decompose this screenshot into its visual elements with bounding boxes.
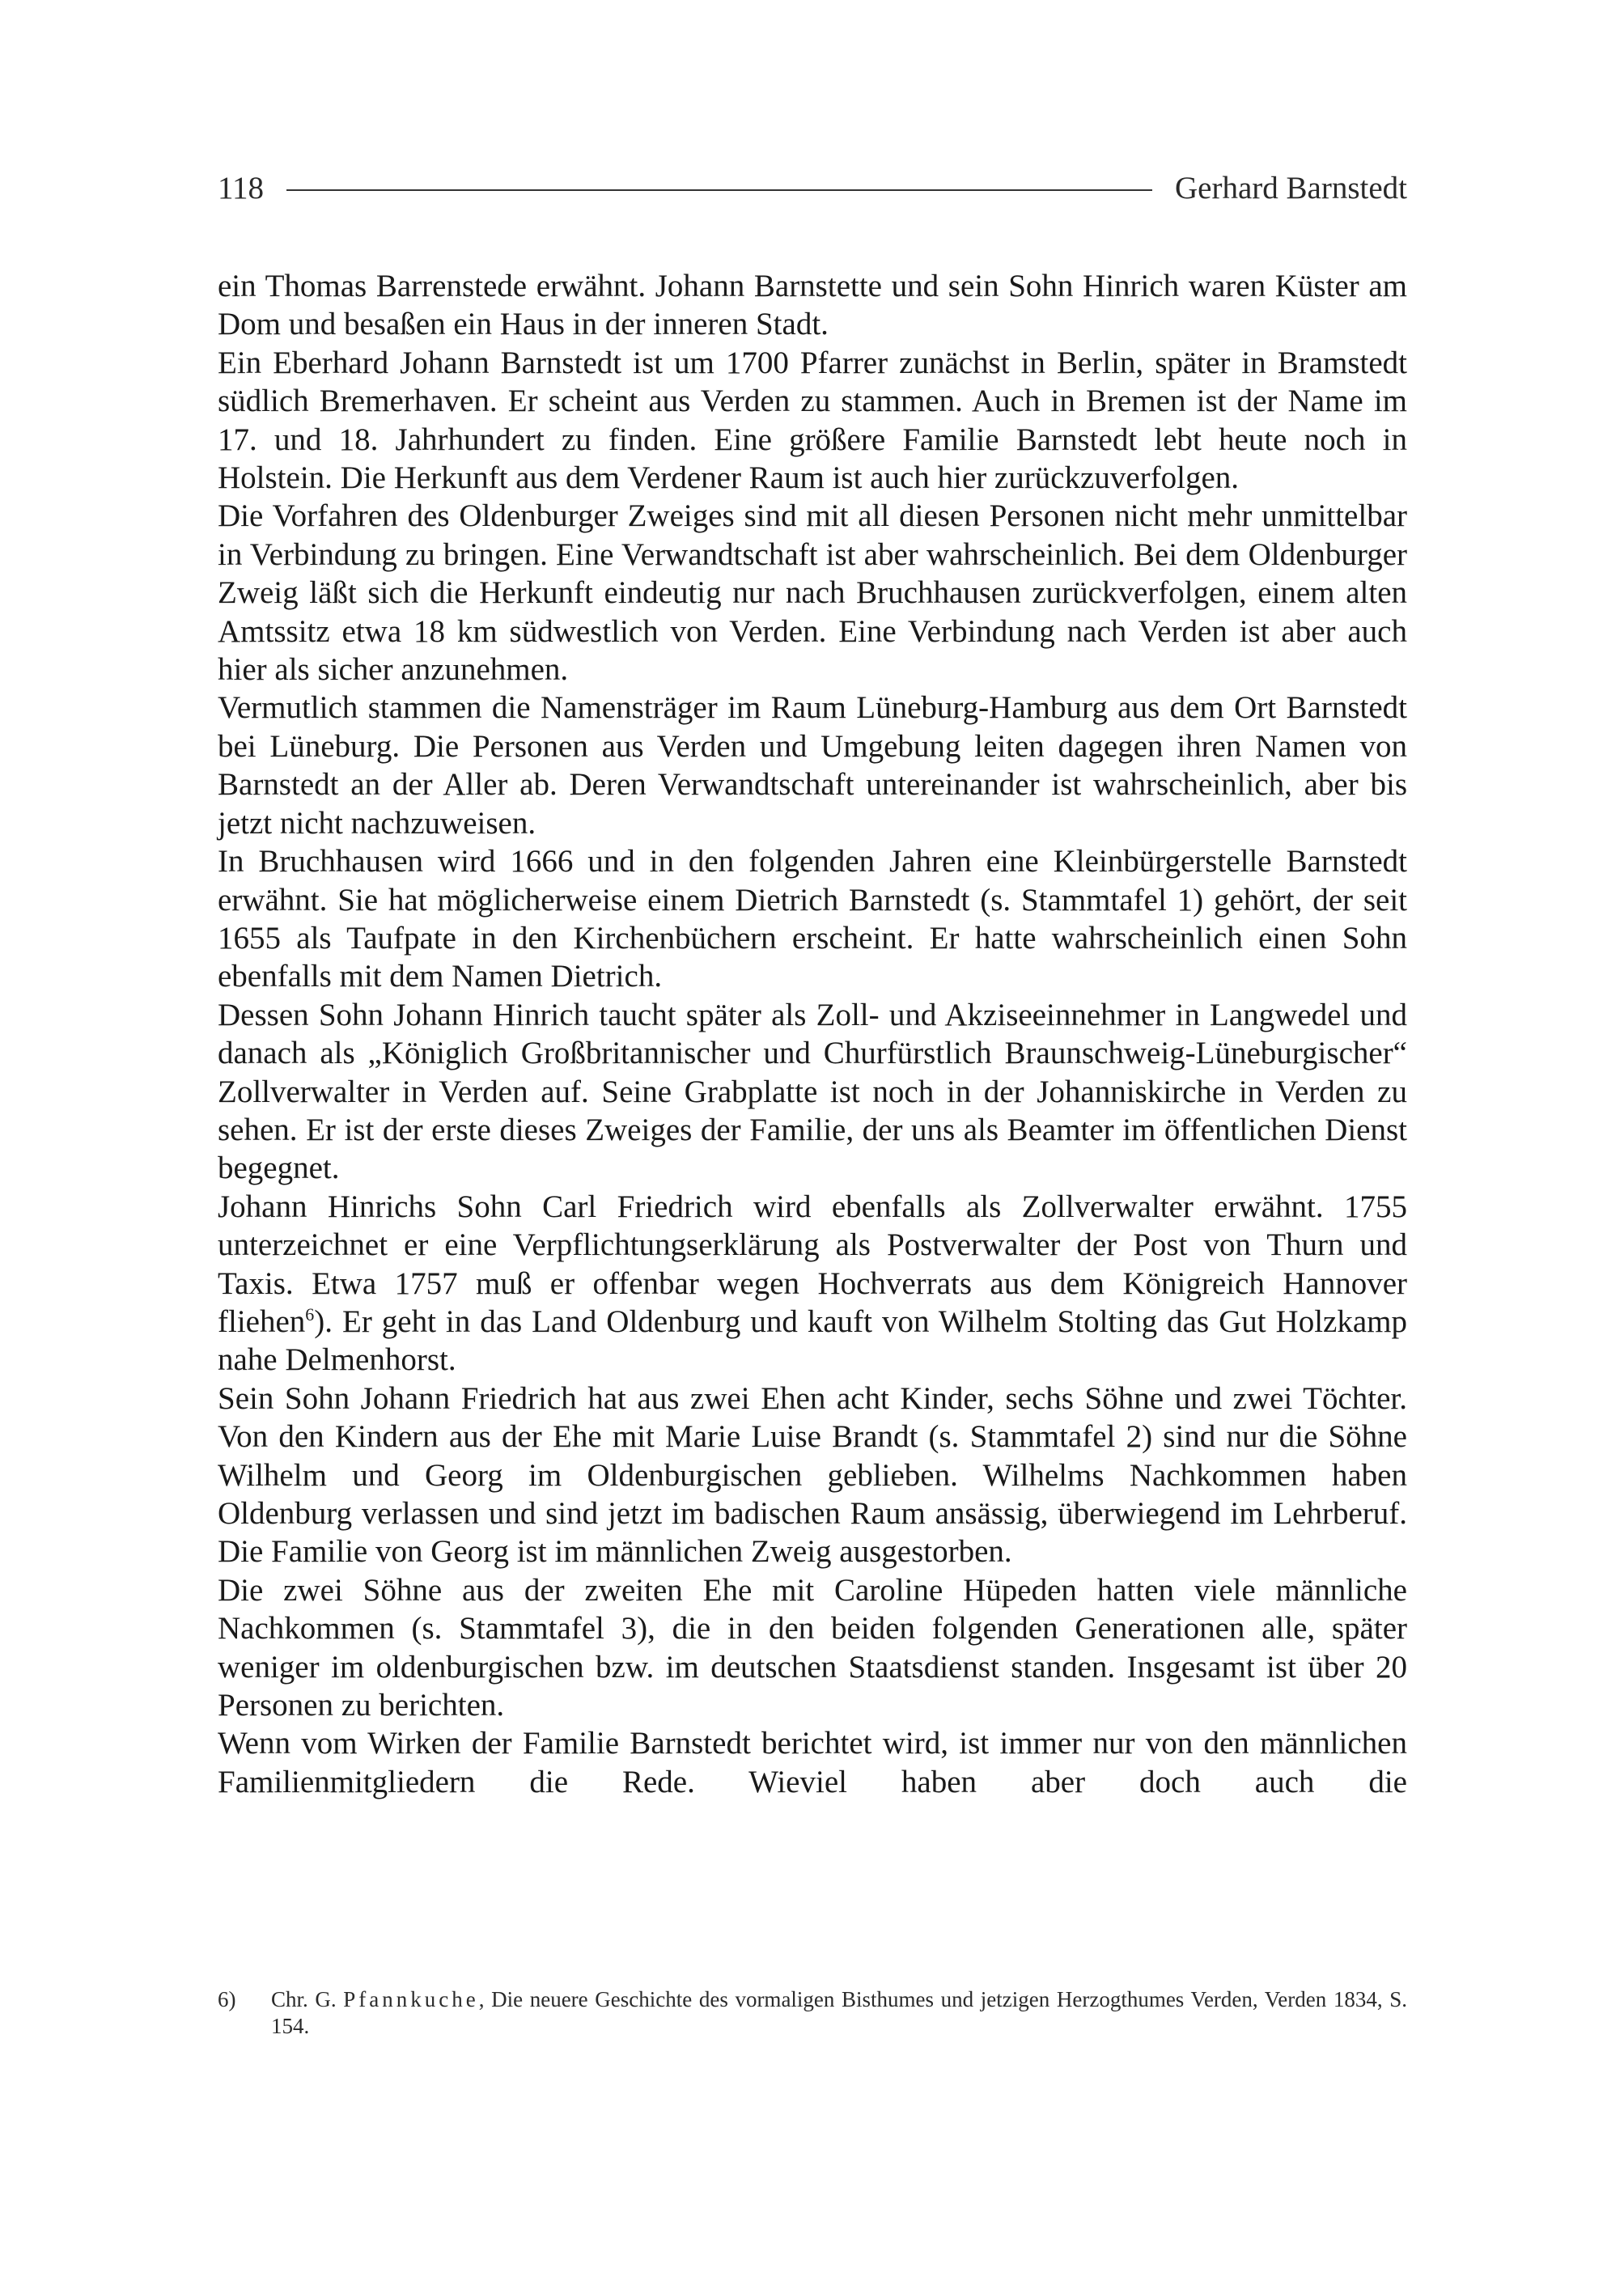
footnote: [218, 1986, 1407, 2040]
body-text: [218, 267, 1407, 1801]
paragraph: Sein Sohn Johann Friedrich hat aus zwei Ehen acht Kinder, sechs Söhne und zwei Töchter. Von den Kindern aus der Ehe mit Marie Luise Brandt (s. Stammtafel 2) sind nur die Söhne Wilhelm und Georg im Oldenburgischen geblieben. Wilhelms Nachkommen haben Oldenburg verlassen und sind jetzt im badischen Raum ansässig, überwiegend im Lehrberuf. Die Familie von Georg ist im männlichen Zweig ausgestorben.: [218, 1380, 1407, 1570]
page-number: 118: [218, 171, 265, 206]
footnote-author-surname: Pfannkuche: [343, 1987, 479, 2011]
footnote-citation: , Die neuere Geschichte des vormaligen Bisthumes und jetzigen Herzogthumes Verden, Verden 1834, S. 154.: [271, 1987, 1408, 2038]
footnotes: [218, 1986, 1407, 2040]
running-header: [218, 166, 1407, 211]
running-title: Gerhard Barnstedt: [1175, 171, 1407, 206]
paragraph: Dessen Sohn Johann Hinrich taucht später als Zoll- und Akziseeinnehmer in Langwedel und danach als „Königlich Großbritannischer und Churfürstlich Braunschweig-Lüneburgischer“ Zollverwalter in Verden auf. Seine Grabplatte ist noch in der Johanniskirche in Verden zu sehen. Er ist der erste dieses Zweiges der Familie, der uns als Beamter im öffentlichen Dienst begegnet.: [218, 997, 1407, 1186]
paragraph-text: Johann Hinrichs Sohn Carl Friedrich wird ebenfalls als Zollverwalter erwähnt. 1755 unterzeichnet er eine Verpflichtungserklärung als Postverwalter der Post von Thurn und Taxis. Etwa 1757 muß er offenbar wegen Hochverrats aus dem Königreich Hannover fliehen: [218, 1189, 1407, 1339]
footnote-author: Chr. G.: [271, 1987, 337, 2011]
paragraph: Ein Eberhard Johann Barnstedt ist um 1700 Pfarrer zunächst in Berlin, später in Bramstedt südlich Bremerhaven. Er scheint aus Verden zu stammen. Auch in Bremen ist der Name im 17. und 18. Jahrhundert zu finden. Eine größere Familie Barnstedt lebt heute noch in Holstein. Die Herkunft aus dem Verdener Raum ist auch hier zurückzuverfolgen.: [218, 345, 1407, 496]
paragraph: Vermutlich stammen die Namensträger im Raum Lüneburg-Hamburg aus dem Ort Barnstedt bei Lüneburg. Die Personen aus Verden und Umgebung leiten dagegen ihren Namen von Barnstedt an der Aller ab. Deren Verwandtschaft untereinander ist wahrscheinlich, aber bis jetzt nicht nachzuweisen.: [218, 690, 1407, 841]
footnote-reference[interactable]: 6: [305, 1303, 315, 1325]
paragraph: Wenn vom Wirken der Familie Barnstedt berichtet wird, ist immer nur von den männlichen Familienmitgliedern die Rede. Wieviel haben aber doch auch die: [218, 1726, 1407, 1799]
paragraph: ein Thomas Barrenstede erwähnt. Johann Barnstette und sein Sohn Hinrich waren Küster am Dom und besaßen ein Haus in der inneren Stadt.: [218, 269, 1407, 342]
footnote-mark: 6): [218, 1987, 236, 2011]
paragraph-with-footnote: [218, 1188, 1407, 1380]
paragraph: In Bruchhausen wird 1666 und in den folgenden Jahren eine Kleinbürgerstelle Barnstedt erwähnt. Sie hat möglicherweise einem Dietrich Barnstedt (s. Stammtafel 1) gehört, der seit 1655 als Taufpate in den Kirchenbüchern erscheint. Er hatte wahrscheinlich einen Sohn ebenfalls mit dem Namen Dietrich.: [218, 844, 1407, 994]
footnote-text: [271, 1986, 1407, 2040]
paragraph: Die Vorfahren des Oldenburger Zweiges sind mit all diesen Personen nicht mehr unmittelbar in Verbindung zu bringen. Eine Verwandtschaft ist aber wahrscheinlich. Bei dem Oldenburger Zweig läßt sich die Herkunft eindeutig nur nach Bruchhausen zurückverfolgen, einem alten Amtssitz etwa 18 km südwestlich von Verden. Eine Verbindung nach Verden ist aber auch hier als sicher anzunehmen.: [218, 498, 1407, 688]
header-rule: [286, 189, 1152, 191]
paragraph-text: ). Er geht in das Land Oldenburg und kauft von Wilhelm Stolting das Gut Holzkamp nahe Delmenhorst.: [218, 1303, 1407, 1378]
paragraph: Die zwei Söhne aus der zweiten Ehe mit Caroline Hüpeden hatten viele männliche Nachkommen (s. Stammtafel 3), die in den beiden folgenden Generationen alle, später weniger im oldenburgischen bzw. im deutschen Staatsdienst standen. Insgesamt ist über 20 Personen zu berichten.: [218, 1572, 1407, 1723]
